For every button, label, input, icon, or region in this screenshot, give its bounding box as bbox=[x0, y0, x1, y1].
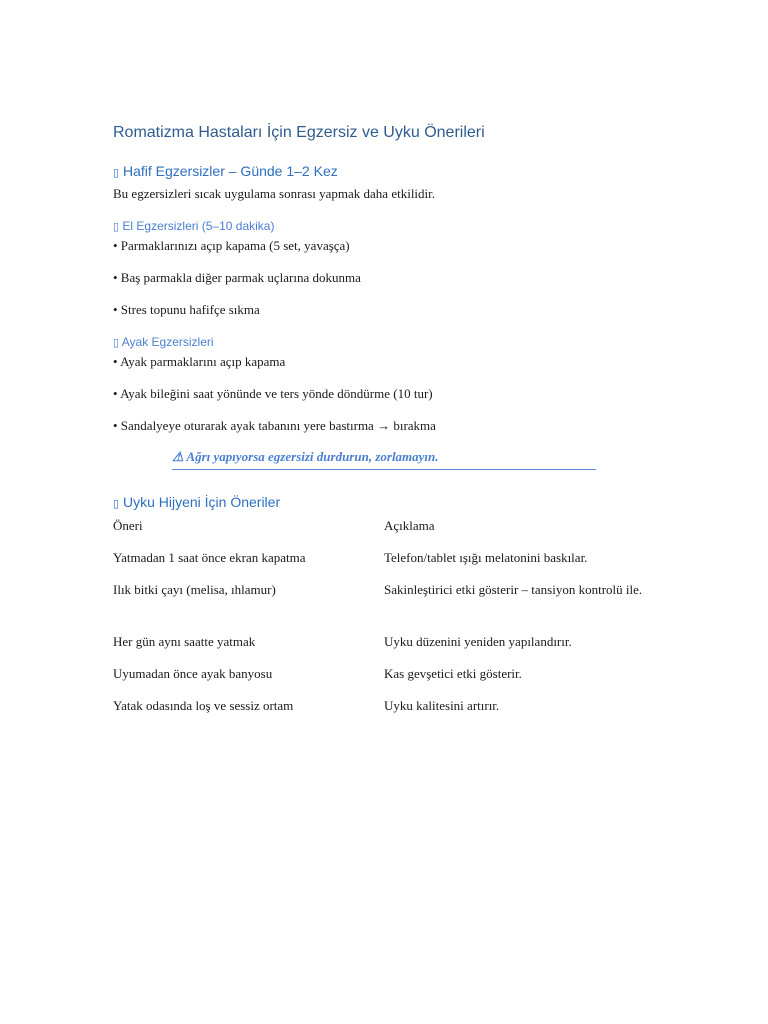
hand-heading-text: El Egzersizleri (5–10 dakika) bbox=[122, 219, 275, 233]
table-cell: Sakinleştirici etki gösterir – tansiyon kontrolü ile. bbox=[384, 582, 643, 597]
table-cell: Ilık bitki çayı (melisa, ıhlamur) bbox=[113, 582, 276, 597]
table-cell: Yatak odasında loş ve sessiz ortam bbox=[113, 698, 294, 713]
table-cell: Uyku kalitesini artırır. bbox=[384, 698, 500, 713]
table-cell: Uyumadan önce ayak banyosu bbox=[113, 666, 273, 681]
document-title: Romatizma Hastaları İçin Egzersiz ve Uyku Önerileri bbox=[113, 124, 485, 141]
hand-heading bbox=[113, 219, 274, 233]
list-item: • Stres topunu hafifçe sıkma bbox=[113, 302, 260, 317]
table-header-cell: Öneri bbox=[113, 518, 143, 533]
sleep-heading-text: Uyku Hijyeni İçin Öneriler bbox=[122, 494, 281, 510]
missing-glyph-icon: ▯ bbox=[113, 166, 120, 179]
warning-quote: ⚠ Ağrı yapıyorsa egzersizi durdurun, zorlamayın. bbox=[172, 449, 596, 470]
sleep-heading bbox=[113, 494, 280, 510]
foot-heading bbox=[113, 335, 214, 349]
table-cell: Uyku düzenini yeniden yapılandırır. bbox=[384, 634, 572, 649]
table-cell: Kas gevşetici etki gösterir. bbox=[384, 666, 522, 681]
exercise-heading bbox=[113, 163, 338, 179]
exercise-heading-text: Hafif Egzersizler – Günde 1–2 Kez bbox=[122, 163, 338, 179]
table-cell: Yatmadan 1 saat önce ekran kapatma bbox=[113, 550, 306, 565]
table-header-cell: Açıklama bbox=[384, 518, 435, 533]
table-cell: Telefon/tablet ışığı melatonini baskılar. bbox=[384, 550, 588, 565]
list-item: • Ayak parmaklarını açıp kapama bbox=[113, 354, 286, 369]
missing-glyph-icon: ▯ bbox=[113, 336, 120, 349]
list-item: • Ayak bileğini saat yönünde ve ters yönde döndürme (10 tur) bbox=[113, 386, 433, 401]
exercise-intro: Bu egzersizleri sıcak uygulama sonrası yapmak daha etkilidir. bbox=[113, 186, 436, 201]
table-cell: Her gün aynı saatte yatmak bbox=[113, 634, 256, 649]
list-item: • Sandalyeye oturarak ayak tabanını yere bastırma → bırakma bbox=[113, 418, 436, 433]
foot-heading-text: Ayak Egzersizleri bbox=[121, 335, 214, 349]
list-item: • Parmaklarınızı açıp kapama (5 set, yavaşça) bbox=[113, 238, 350, 253]
missing-glyph-icon: ▯ bbox=[113, 497, 120, 510]
list-item: • Baş parmakla diğer parmak uçlarına dokunma bbox=[113, 270, 361, 285]
missing-glyph-icon: ▯ bbox=[113, 220, 120, 233]
